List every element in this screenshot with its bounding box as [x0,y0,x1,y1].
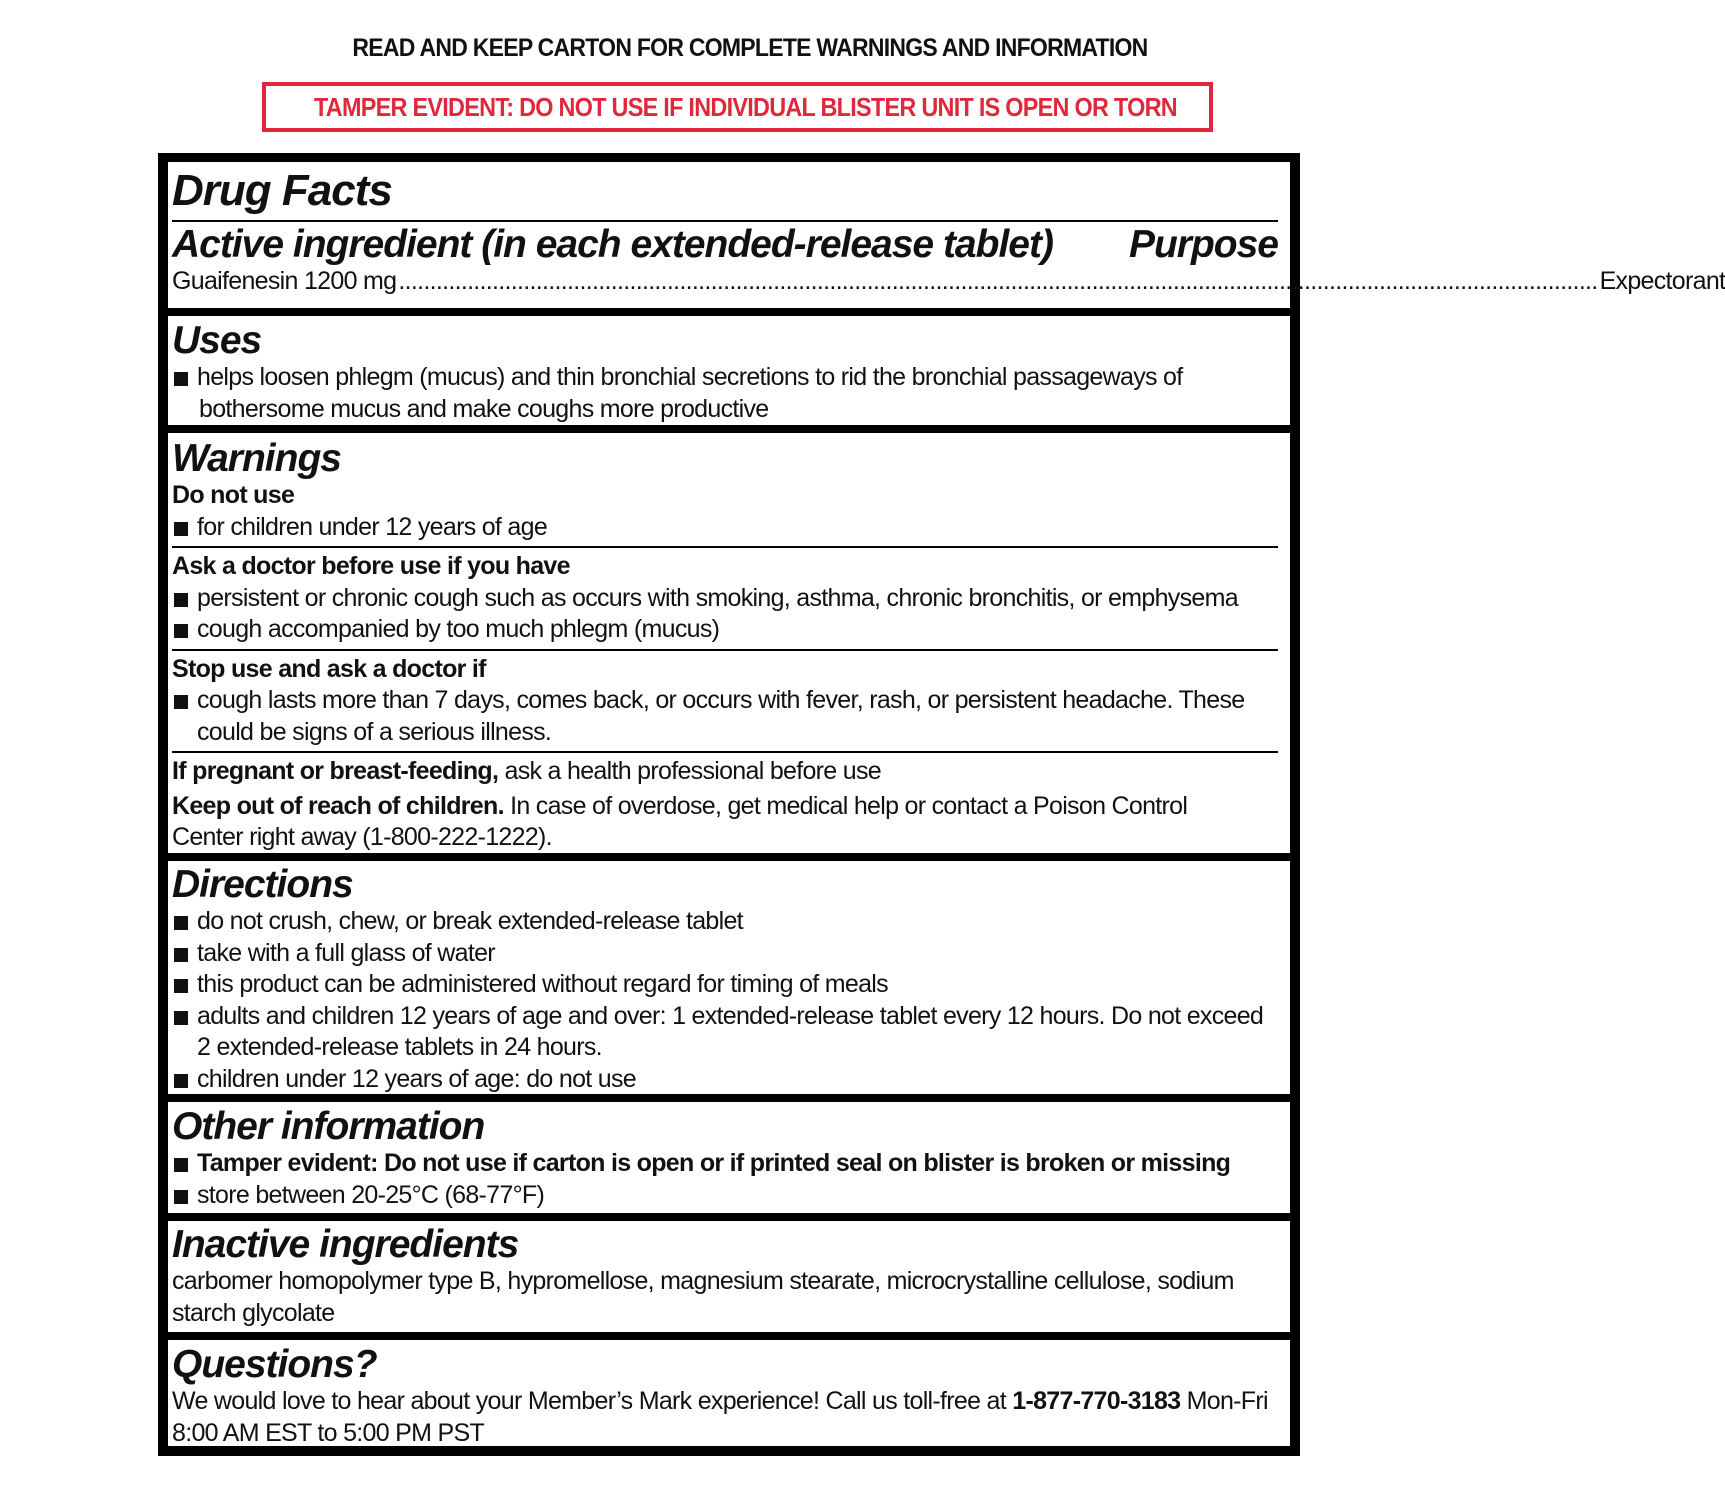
questions-heading: Questions? [172,1343,377,1386]
section-directions [172,864,1278,1094]
ingredient-name: Guaifenesin 1200 mg [172,267,397,295]
carton-notice: READ AND KEEP CARTON FOR COMPLETE WARNINGS AND INFORMATION [352,34,1148,62]
list-item: for children under 12 years of age [172,512,1278,544]
do-not-use-heading: Do not use [172,481,295,509]
list-item: cough lasts more than 7 days, comes back, or occurs with fever, rash, or persistent headache. These [172,685,1278,717]
inactive-line: starch glycolate [172,1298,335,1327]
list-item: cough accompanied by too much phlegm (mucus) [172,614,1278,646]
list-item: store between 20-25°C (68-77°F) [172,1180,1278,1212]
questions-hours: 8:00 AM EST to 5:00 PM PST [172,1418,485,1447]
list-item-continued: could be signs of a serious illness. [197,717,552,746]
keep-out-text: In case of overdose, get medical help or contact a Poison Control [503,791,1188,820]
questions-text-1: We would love to hear about your Member’s Mark experience! Call us toll-free at [172,1387,1013,1415]
phone-number[interactable]: 1-877-770-3183 [1012,1387,1181,1415]
keep-out-warning [172,791,1278,823]
questions-text [172,1386,1278,1418]
ask-doctor-heading: Ask a doctor before use if you have [172,552,570,580]
stop-use-heading: Stop use and ask a doctor if [172,654,486,683]
list-item: adults and children 12 years of age and over: 1 extended-release tablet every 12 hours. Do not exceed [172,1001,1278,1033]
pregnant-text: ask a health professional before use [498,757,881,785]
section-other-information [172,1106,1278,1213]
ingredient-row [172,266,1725,298]
questions-text-2: Mon-Fri [1180,1387,1268,1415]
inactive-heading: Inactive ingredients [172,1223,519,1266]
section-questions [172,1344,1278,1452]
leader-dots: ................................................................................................................................................................................................ [398,267,1598,295]
list-item-continued: 2 extended-release tablets in 24 hours. [197,1033,602,1061]
active-ingredient-heading: Active ingredient (in each extended-release tablet) [172,223,1053,266]
list-item: persistent or chronic cough such as occurs with smoking, asthma, chronic bronchitis, or emphysema [172,583,1278,615]
pregnant-warning [172,756,1278,788]
directions-heading: Directions [172,863,353,906]
inactive-line: carbomer homopolymer type B, hypromellose, magnesium stearate, microcrystalline cellulose, sodium [172,1267,1234,1295]
drug-facts-title: Drug Facts [172,166,392,215]
section-inactive-ingredients [172,1224,1278,1332]
purpose-heading: Purpose [1128,223,1278,266]
keep-out-bold: Keep out of reach of children. [172,791,504,820]
list-item: children under 12 years of age: do not use [172,1064,1278,1096]
warnings-heading: Warnings [172,437,341,480]
list-item: this product can be administered without regard for timing of meals [172,969,1278,1001]
section-uses [172,320,1278,425]
tamper-evident-notice [262,82,1213,132]
section-active-ingredient [172,164,1725,309]
list-item: helps loosen phlegm (mucus) and thin bronchial secretions to rid the bronchial passageways of [172,362,1278,394]
other-info-heading: Other information [172,1105,485,1148]
tamper-text: TAMPER EVIDENT: DO NOT USE IF INDIVIDUAL BLISTER UNIT IS OPEN OR TORN [313,92,1177,122]
pregnant-bold: If pregnant or breast-feeding, [172,757,499,785]
list-item: Tamper evident: Do not use if carton is open or if printed seal on blister is broken or missing [172,1148,1278,1180]
drug-facts-panel [158,153,1725,1456]
uses-heading: Uses [172,319,262,362]
ingredient-purpose: Expectorant [1599,267,1725,295]
section-warnings [172,438,1278,853]
list-item: do not crush, chew, or break extended-release tablet [172,906,1278,938]
list-item: take with a full glass of water [172,938,1278,970]
list-item-continued: bothersome mucus and make coughs more productive [199,394,769,423]
keep-out-text-2: Center right away (1-800-222-1222). [172,823,552,851]
